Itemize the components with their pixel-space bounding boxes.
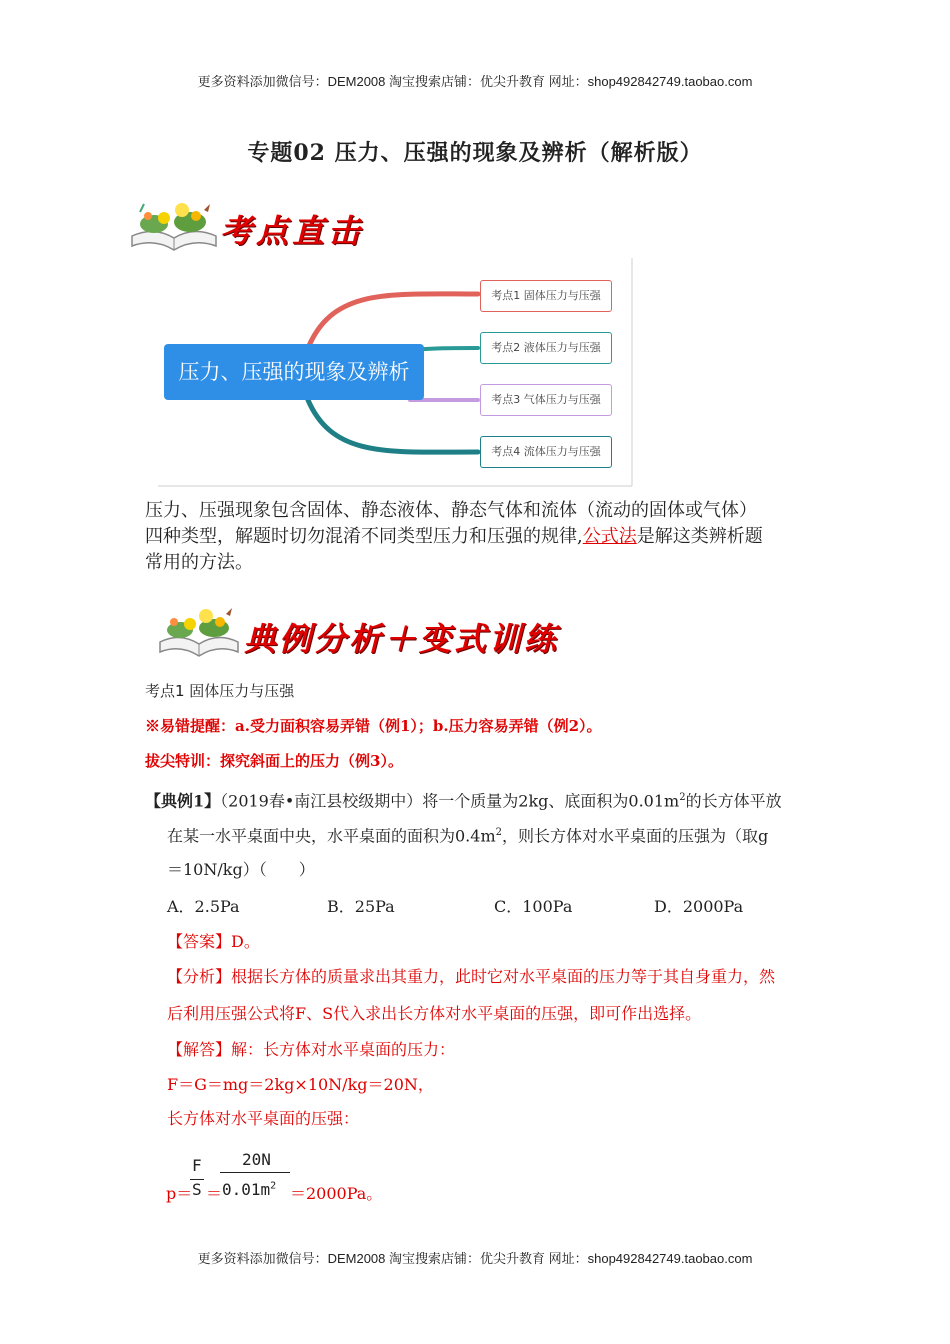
formula-num-20n: 20N [242,1150,271,1169]
tip-line: ※易错提醒：a.受力面积容易弄错（例1）；b.压力容易弄错（例2）。 [145,717,602,735]
intro-line-2-text: 四种类型，解题时切勿混淆不同类型压力和压强的规律, [145,526,583,547]
special-training-line: 拔尖特训：探究斜面上的压力（例3）。 [145,752,403,770]
stem-2-sup: 2 [495,827,502,838]
book-flower-illustration [124,196,224,254]
option-d: D．2000Pa [654,897,744,916]
formula-den-s: S [192,1180,202,1199]
example-stem-2 [167,822,827,847]
stem-2-tail: ，则长方体对水平桌面的压强为（取g [502,826,769,846]
intro-paragraph [145,498,825,576]
option-a: A．2.5Pa [167,897,240,916]
pressure-formula [166,1150,426,1210]
stem-1-tail: 的长方体平放 [685,791,782,811]
solution-line-2: F＝G＝mg＝2kg×10N/kg＝20N， [167,1075,434,1094]
analysis-line-1: 【分析】根据长方体的质量求出其重力，此时它对水平桌面的压力等于其自身重力，然 [167,967,776,986]
option-b: B．25Pa [327,897,395,916]
stem-1-sup: 2 [679,792,686,803]
option-c: C．100Pa [494,897,573,916]
mindmap [158,258,634,488]
mindmap-center: 压力、压强的现象及辨析 [164,344,424,400]
analysis-line-2: 后利用压强公式将F、S代入求出长方体对水平桌面的压强，即可作出选择。 [167,1004,702,1023]
stem-1-text: （2019春•南江县校级期中）将一个质量为2kg、底面积为0.01m [220,791,680,811]
solution-line-1: 【解答】解：长方体对水平桌面的压力： [167,1040,456,1059]
example-stem-3: ＝10N/kg）（ ） [167,860,315,879]
page-title: 专题02 压力、压强的现象及辨析（解析版） [247,140,703,166]
formula-p: p＝ [166,1184,193,1203]
book-flower-illustration-2 [154,604,244,660]
fraction-bar-2 [220,1172,290,1173]
banner-examples: 典例分析＋变式训练 [244,620,560,658]
formula-den-sup: 2 [270,1180,277,1192]
formula-method-link[interactable]: 公式法 [582,526,637,547]
intro-line-2 [145,524,825,550]
intro-line-3: 常用的方法。 [145,552,253,573]
answer-line: 【答案】D。 [167,932,260,951]
formula-den-area-text: 0.01m [222,1180,271,1199]
section-heading: 考点1 固体压力与压强 [145,682,295,700]
formula-eq: ＝ [206,1184,223,1203]
page-header: 更多资料添加微信号：DEM2008 淘宝搜索店铺：优尖升教育 网址：shop492842749.taobao.com [197,74,753,89]
solution-line-3: 长方体对水平桌面的压强： [167,1109,360,1128]
formula-result: ＝2000Pa。 [290,1184,383,1203]
intro-line-1: 压力、压强现象包含固体、静态液体、静态气体和流体（流动的固体或气体） [145,500,757,521]
mindmap-node-2: 考点2 液体压力与压强 [480,332,612,364]
example-stem-1 [145,787,825,812]
mindmap-node-3: 考点3 气体压力与压强 [480,384,612,416]
stem-2-text: 在某一水平桌面中央，水平桌面的面积为0.4m [167,826,496,846]
banner-kaodian: 考点直击 [220,212,365,250]
mindmap-node-4: 考点4 流体压力与压强 [480,436,612,468]
example-tag: 【典例1】 [145,791,221,811]
page-footer: 更多资料添加微信号：DEM2008 淘宝搜索店铺：优尖升教育 网址：shop492842749.taobao.com [197,1251,753,1266]
formula-num-f: F [192,1156,202,1175]
intro-line-2-tail: 是解这类辨析题 [636,526,763,547]
mindmap-node-1: 考点1 固体压力与压强 [480,280,612,312]
formula-den-area [222,1180,276,1199]
